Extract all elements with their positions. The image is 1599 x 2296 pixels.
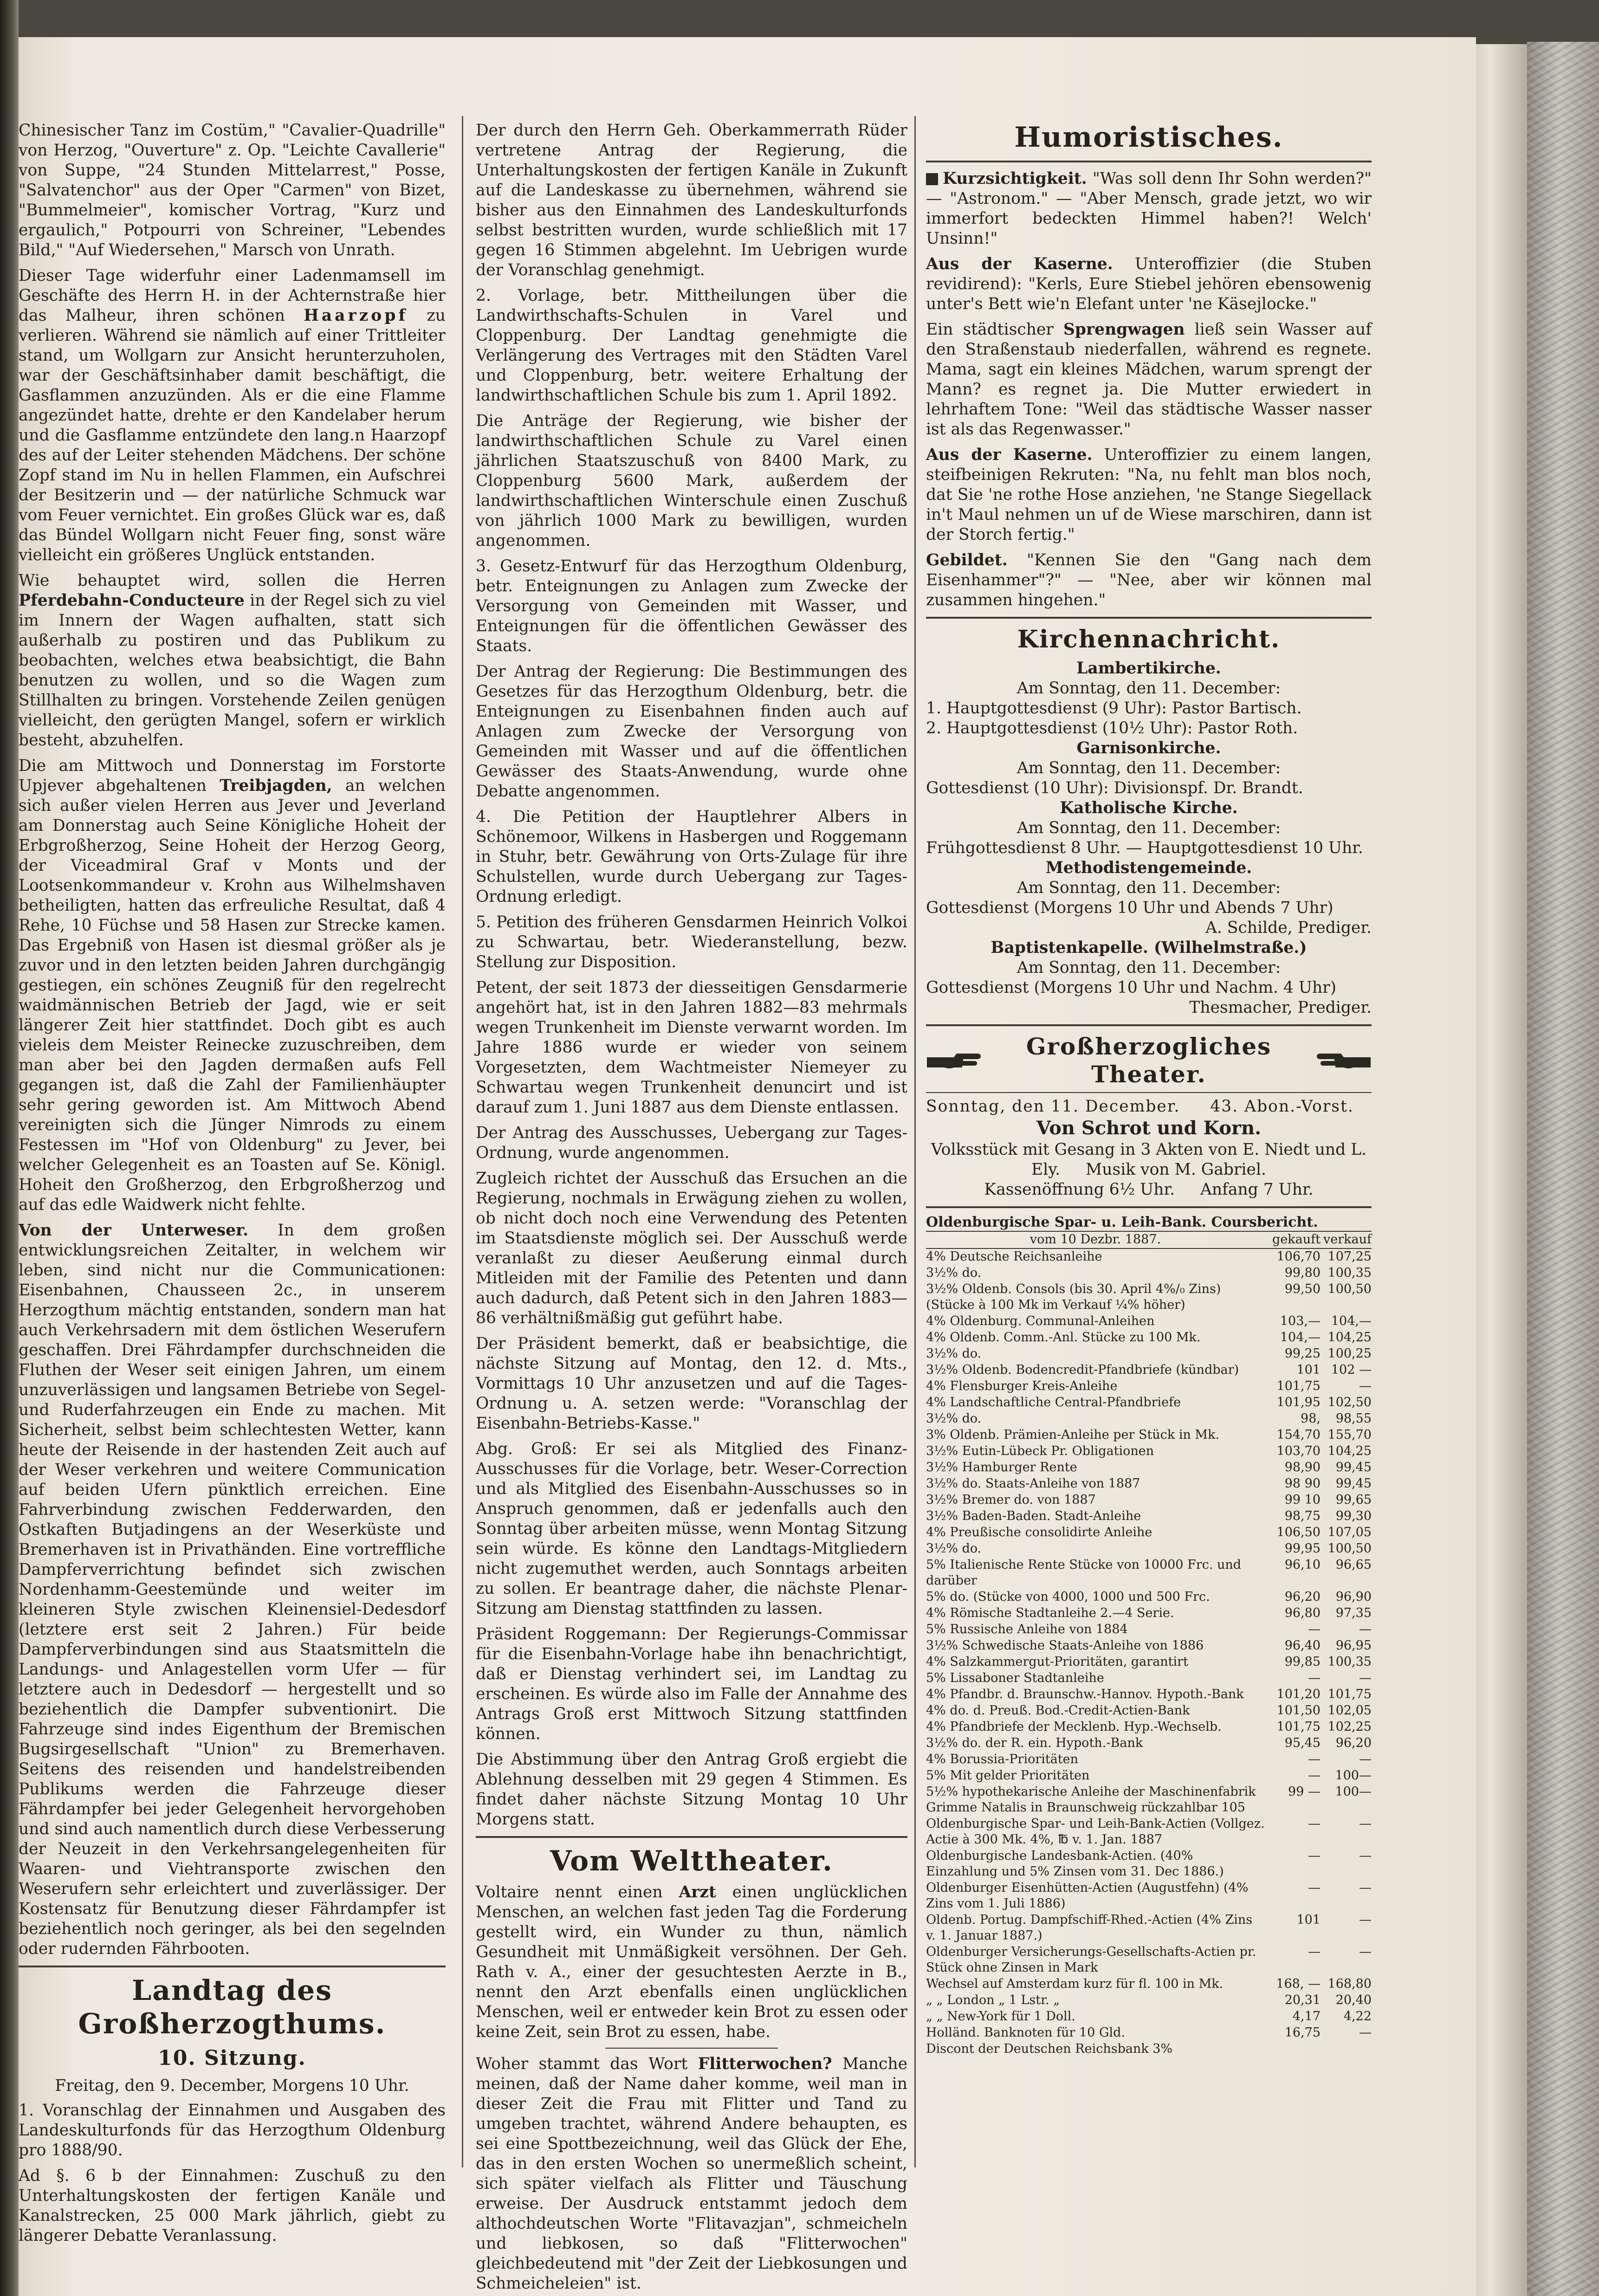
price-sold: 20,40	[1335, 1993, 1372, 2007]
security-name: 5% do. (Stücke von 4000, 1000 und 500 Frc.	[926, 1590, 1210, 1604]
section-divider	[926, 1206, 1372, 1208]
price-bought: 98,75	[1284, 1509, 1321, 1523]
theater-heading-row	[926, 1033, 1372, 1088]
table-row	[926, 1735, 1372, 1752]
table-row	[926, 1362, 1372, 1378]
table-row	[926, 1411, 1372, 1427]
table-row	[926, 1492, 1372, 1508]
security-name: 3½% do.	[926, 1411, 982, 1426]
text: "Kennen Sie den "Gang nach dem Eisenhammer"?" — "Nee, aber wir können mal zusammen hingehen."	[926, 551, 1372, 609]
price-bought: 98,90	[1284, 1460, 1321, 1475]
section-divider	[926, 617, 1372, 619]
text: Voltaire nennt einen	[476, 1883, 679, 1901]
table-row	[926, 2041, 1372, 2057]
price-bought: 96,20	[1284, 1590, 1321, 1604]
price-bought: —	[1308, 1945, 1321, 1959]
price-bought: 106,70	[1276, 1249, 1321, 1264]
paragraph: Der Antrag der Regierung: Die Bestimmungen des Gesetzes für das Herzogthum Oldenburg, betr. die Enteignungen zu Eisenbahnen finden auch auf Anlagen zum Zwecke der Versorgung von Gemeinden mit Wasser und auf die öffentlichen Gewässer des Staats-Anwendung, wurde ohne Debatte angenommen.	[476, 662, 907, 801]
marbled-cover	[1527, 42, 1599, 2296]
price-sold: 99,45	[1335, 1476, 1372, 1491]
church-notice-right: A. Schilde, Prediger.	[1205, 918, 1372, 937]
table-row	[926, 1589, 1372, 1605]
table-row	[926, 1427, 1372, 1443]
paragraph: Der durch den Herrn Geh. Oberkammerrath Rüder vertretene Antrag der Regierung, die Unterhaltungskosten der fertigen Kanäle in Zukunft auf die Landeskasse zu übernehmen, während sie bisher aus den Einnahmen des Landeskulturfonds selbst bestritten wurden, wurde schließlich mit 17 gegen 16 Stimmen abgelehnt. Im Uebrigen wurde der Voranschlag genehmigt.	[476, 121, 907, 279]
price-bought: 104,—	[1280, 1330, 1321, 1345]
church-notice-center: Am Sonntag, den 11. December:	[1016, 759, 1281, 777]
joke	[926, 169, 1372, 249]
price-sold: —	[1359, 1945, 1372, 1959]
church-notice-line: Gottesdienst (10 Uhr): Divisionspf. Dr. Brandt.	[926, 779, 1303, 797]
church-notice-line: Frühgottesdienst 8 Uhr. — Hauptgottesdienst 10 Uhr.	[926, 839, 1363, 857]
session-date: Freitag, den 9. December, Morgens 10 Uhr.	[55, 2076, 409, 2095]
security-name: 3½% Oldenb. Consols (bis 30. April 4%/₀ Zins) (Stücke à 100 Mk im Verkauf ¼% höher)	[926, 1282, 1221, 1312]
joke	[926, 445, 1372, 545]
price-bought: —	[1308, 1752, 1321, 1766]
security-name: 4% Pfandbriefe der Mecklenb. Hyp.-Wechselb.	[926, 1720, 1222, 1734]
price-sold: —	[1359, 1622, 1372, 1636]
column-header-bought: gekauft	[1265, 1231, 1321, 1248]
price-bought: 96,40	[1284, 1638, 1321, 1653]
joke	[926, 550, 1372, 610]
column-rule-2	[914, 116, 916, 2167]
security-name: 3½% do. Staats-Anleihe von 1887	[926, 1476, 1140, 1491]
price-sold: 104,—	[1331, 1314, 1372, 1328]
security-name: Oldenburger Eisenhütten-Actien (Augustfehn) (4% Zins vom 1. Juli 1886)	[926, 1881, 1249, 1911]
table-row	[926, 1346, 1372, 1362]
security-name: 4% Römische Stadtanleihe 2.—4 Serie.	[926, 1606, 1174, 1620]
church-notice-head: Katholische Kirche.	[1060, 799, 1238, 817]
price-bought: —	[1308, 1849, 1321, 1863]
keyword: Arzt	[679, 1883, 716, 1901]
text: Die am Mittwoch und Donnerstag im Forstorte Upjever abgehaltenen	[19, 757, 446, 795]
keyword: Haarzopf	[304, 306, 408, 325]
price-bought: 95,45	[1284, 1736, 1321, 1750]
church-notice-right: Thesmacher, Prediger.	[1189, 998, 1372, 1017]
security-name: 4% do. d. Preuß. Bod.-Credit-Actien-Bank	[926, 1703, 1190, 1718]
price-sold: 99,65	[1335, 1493, 1372, 1507]
security-name: 4% Oldenb. Comm.-Anl. Stücke zu 100 Mk.	[926, 1330, 1201, 1345]
column-header-sold: verkauf	[1321, 1231, 1372, 1248]
church-notice-line: Gottesdienst (Morgens 10 Uhr und Abends 7 Uhr)	[926, 899, 1334, 917]
price-bought: 168, —	[1276, 1977, 1321, 1991]
column-left	[19, 121, 446, 2251]
text: Dieser Tage widerfuhr einer Ladenmamsell im Geschäfte des Herrn H. in der Achternstraße hier das Malheur, ihren schönen	[19, 266, 446, 325]
security-name: 3½% do.	[926, 1266, 982, 1280]
price-sold: 102,05	[1327, 1703, 1372, 1718]
security-name: 5% Russische Anleihe von 1884	[926, 1622, 1128, 1636]
text: einen unglücklichen Menschen, an welchen fast jeden Tag die Forderung gestellt wird, ein Wunder zu thun, nämlich Gesundheit mit Unmäßigkeit versöhnen. Der Geh. Rath v. A., einer der gesuchtesten Aerzte in B., nennt den Arzt ebenfalls einen unglücklichen Menschen, weil er entweder kein Brot zu essen oder keine Zeit, sein Brot zu essen, habe.	[476, 1883, 907, 2041]
binding-left-edge	[0, 0, 19, 2296]
pointing-hand-left-icon	[1316, 1051, 1372, 1070]
text: Unteroffizier zu einem langen, steifbeinigen Rekruten: "Na, nu fehlt man blos noch, dat Sie 'ne rothe Hose anziehen, 'ne Stange Siegellack in't Maul nehmen un uf de Wiese marschiren, dann ist der Storch fertig."	[926, 446, 1372, 544]
church-notice-head: Baptistenkapelle. (Wilhelmstraße.)	[990, 938, 1307, 957]
price-sold: —	[1359, 1752, 1372, 1766]
price-bought: 96,80	[1284, 1606, 1321, 1620]
price-sold: —	[1359, 1881, 1372, 1895]
price-sold: 100,25	[1327, 1346, 1372, 1361]
paragraph: Zugleich richtet der Ausschuß das Ersuchen an die Regierung, nochmals in Erwägung ziehen zu wollen, ob nicht doch noch eine Verwendung des Petenten im Staatsdienste möglich sei. Der Ausschuß werde veranlaßt zu dieser Aeußerung einmal durch Mitleiden mit der Familie des Petenten und dann auch dadurch, daß Petent sich in den Jahren 1883—86 verhältnißmäßig gut geführt habe.	[476, 1169, 907, 1327]
price-sold: —	[1359, 1671, 1372, 1685]
church-notice-center: Am Sonntag, den 11. December:	[1016, 879, 1281, 897]
table-row	[926, 1378, 1372, 1395]
course-report-table	[926, 1215, 1372, 2057]
table-subheader-row	[926, 1231, 1372, 1248]
paragraph	[19, 1221, 446, 1959]
table-row	[926, 1703, 1372, 1719]
price-bought: 101,75	[1276, 1379, 1321, 1393]
price-bought: —	[1308, 1881, 1321, 1895]
price-bought: —	[1308, 1817, 1321, 1831]
table-row	[926, 1476, 1372, 1492]
church-notice-line: 2. Hauptgottesdienst (10½ Uhr): Pastor Roth.	[926, 719, 1298, 737]
text: Wie behauptet wird, sollen die Herren	[19, 571, 446, 590]
security-name: 3½% Hamburger Rente	[926, 1460, 1077, 1475]
paragraph: Ad §. 6 b der Einnahmen: Zuschuß zu den Unterhaltungskosten der fertigen Kanäle und Kanalstrecken, 25 000 Mark jährlich, giebt zu längerer Debatte Veranlassung.	[19, 2167, 446, 2245]
security-name: 5% Lissaboner Stadtanleihe	[926, 1671, 1104, 1685]
session-heading: 10. Sitzung.	[158, 2046, 306, 2070]
church-notice-center: Am Sonntag, den 11. December:	[1016, 958, 1281, 977]
joke-title: Gebildet.	[926, 551, 1008, 569]
security-name: Oldenburgische Landesbank-Actien. (40% Einzahlung und 5% Zinsen vom 31. Dec 1886.)	[926, 1849, 1224, 1879]
price-bought: 101,75	[1276, 1720, 1321, 1734]
pointing-hand-right-icon	[926, 1051, 982, 1070]
price-sold: 97,35	[1335, 1606, 1372, 1620]
price-sold: 4,22	[1343, 2009, 1372, 2024]
table-row	[926, 1654, 1372, 1670]
table-row	[926, 1281, 1372, 1313]
security-name: Wechsel auf Amsterdam kurz für fl. 100 in Mk.	[926, 1977, 1224, 1991]
price-sold	[1321, 2041, 1372, 2057]
paragraph	[476, 1882, 907, 2042]
price-bought	[1265, 2041, 1321, 2057]
price-bought: 101	[1296, 1363, 1321, 1377]
price-sold: 104,25	[1327, 1330, 1372, 1345]
security-name: Oldenburger Versicherungs-Gesellschafts-Actien pr. Stück ohne Zinsen in Mark	[926, 1945, 1256, 1975]
theater-play-title: Von Schrot und Korn.	[1036, 1117, 1262, 1139]
price-bought: 99,50	[1284, 1282, 1321, 1296]
keyword: Sprengwagen	[1063, 320, 1185, 339]
table-row	[926, 1525, 1372, 1541]
paragraph	[476, 2054, 907, 2294]
section-divider	[926, 1024, 1372, 1026]
church-notice-head: Garnisonkirche.	[1076, 739, 1221, 757]
text: Manche meinen, daß der Name daher komme, weil man in dieser Zeit die Frau mit Flitter und Tand zu umgeben trachtet, während Andere behaupten, es sei eine Spottbezeichnung, weil das Glück der Ehe, das in den ersten Wochen so unermeßlich scheint, sich später vielfach als Flitter und Täuschung erweise. Der Ausdruck entstammt jedoch dem althochdeutschen Worte "Flitavazjan", schmeicheln und liebkosen, so daß "Flitterwochen" gleichbedeutend mit "der Zeit der Liebkosungen und Schmeicheleien" ist.	[476, 2055, 907, 2293]
church-notice-line: Gottesdienst (Morgens 10 Uhr und Nachm. 4 Uhr)	[926, 978, 1337, 997]
newspaper-page	[19, 37, 1476, 2296]
security-name: 4% Salzkammergut-Prioritäten, garantirt	[926, 1655, 1188, 1669]
price-bought: 99,95	[1284, 1541, 1321, 1556]
joke	[926, 320, 1372, 440]
joke-title: Aus der Kaserne.	[926, 255, 1113, 273]
price-sold: —	[1359, 2025, 1372, 2040]
price-bought: 4,17	[1292, 2009, 1321, 2024]
section-divider	[476, 1836, 907, 1838]
price-bought: 154,70	[1276, 1428, 1321, 1442]
church-notice-center: Am Sonntag, den 11. December:	[1016, 679, 1281, 698]
price-bought: 106,50	[1276, 1525, 1321, 1539]
security-name: 4% Flensburger Kreis-Anleihe	[926, 1379, 1118, 1393]
security-name: 4% Oldenburg. Communal-Anleihen	[926, 1314, 1155, 1328]
security-name: Oldenburgische Spar- und Leih-Bank-Actien (Vollgez. Actie à 300 Mk. 4%, ℔ v. 1. Jan. 1887	[926, 1817, 1265, 1847]
report-date: vom 10 Dezbr. 1887.	[926, 1231, 1265, 1248]
paragraph: Petent, der seit 1873 der diesseitigen Gensdarmerie angehört hat, ist in den Jahren 1882—83 mehrmals wegen Trunkenheit im Dienste verwarnt worden. Im Jahre 1886 wurde er wieder von seinem Vorgesetzten, dem Wachtmeister Niemeyer zu Schwartau wegen Trunkenheit denuncirt und ist darauf zum 1. Juni 1887 aus dem Dienste entlassen.	[476, 978, 907, 1117]
price-bought: 99,80	[1284, 1266, 1321, 1280]
price-bought: —	[1308, 1622, 1321, 1636]
section-divider	[19, 1966, 446, 1967]
table-row	[926, 1330, 1372, 1346]
price-sold: —	[1359, 1913, 1372, 1927]
table-row	[926, 1541, 1372, 1557]
table-row	[926, 1687, 1372, 1703]
price-sold: 96,20	[1335, 1736, 1372, 1750]
paragraph: Die Abstimmung über den Antrag Groß ergiebt die Ablehnung desselben mit 29 gegen 4 Stimmen. Es findet daher nächste Sitzung Montag 10 Uhr Morgens statt.	[476, 1750, 907, 1829]
security-name: 3½% do.	[926, 1346, 982, 1361]
table-row	[926, 2009, 1372, 2025]
security-name: 3½% Oldenb. Bodencredit-Pfandbriefe (kündbar)	[926, 1363, 1239, 1377]
price-sold: 155,70	[1327, 1428, 1372, 1442]
table-row	[926, 1816, 1372, 1848]
price-bought: 20,31	[1284, 1993, 1321, 2007]
table-row	[926, 1248, 1372, 1265]
price-sold: 96,90	[1335, 1590, 1372, 1604]
price-bought: 99 10	[1284, 1493, 1321, 1507]
security-name: „ „ New-York für 1 Doll.	[926, 2009, 1075, 2024]
price-sold: 100,35	[1327, 1266, 1372, 1280]
text: zu verlieren. Während sie nämlich auf einer Trittleiter stand, um Wollgarn zur Ansicht herunterzuholen, war der Geschäftsinhaber damit beschäftigt, die Gasflammen anzuzünden. Als er die eine Flamme angezündet hatte, drehte er den Kandelaber herum und die Gasflamme entzündete den lang.n Haarzopf des auf der Leiter stehenden Mädchens. Der schöne Zopf stand im Nu in hellen Flammen, ein Aufschrei der Besitzerin und — der natürliche Schmuck war vom Feuer vernichtet. Ein großes Glück war es, daß das Bündel Wollgarn nicht Feuer fing, sonst wäre vielleicht ein größeres Unglück entstanden.	[19, 306, 446, 564]
security-name: Oldenb. Portug. Dampfschiff-Rhed.-Actien (4% Zins v. 1. Januar 1887.)	[926, 1913, 1253, 1943]
table-title: Oldenburgische Spar- u. Leih-Bank. Coursbericht.	[926, 1215, 1372, 1231]
table-row	[926, 1605, 1372, 1622]
table-row	[926, 1622, 1372, 1638]
security-name: 5% Mit gelder Prioritäten	[926, 1768, 1090, 1783]
price-bought: 101	[1296, 1913, 1321, 1927]
table-row	[926, 1768, 1372, 1784]
theater-times: Kassenöffnung 6½ Uhr. Anfang 7 Uhr.	[984, 1180, 1314, 1199]
price-bought: —	[1308, 1671, 1321, 1685]
price-sold: 96,65	[1335, 1558, 1372, 1572]
text: in der Regel sich zu viel im Innern der Wagen aufhalten, statt sich außerhalb zu postiren und das Publikum zu beobachten, welches etwa beabsichtigt, die Bahn benutzen zu wollen, und so die Wagen zum Stillhalten zu bringen. Vorstehende Zeilen genügen vielleicht, den gerügten Mangel, sofern er wirklich besteht, abzuhelfen.	[19, 591, 446, 750]
welttheater-heading: Vom Welttheater.	[550, 1845, 833, 1877]
square-bullet-icon	[926, 173, 938, 185]
security-name: 4% Pfandbr. d. Braunschw.-Hannov. Hypoth.-Bank	[926, 1687, 1244, 1701]
paragraph: Der Präsident bemerkt, daß er beabsichtige, die nächste Sitzung auf Montag, den 12. d. Mts., Vormittags 10 Uhr anzusetzen und auf die Tages-Ordnung u. A. setzen werde: "Voranschlag der Eisenbahn-Betriebs-Kasse."	[476, 1334, 907, 1433]
table-row	[926, 1265, 1372, 1281]
price-sold: 98,55	[1335, 1411, 1372, 1426]
table-row	[926, 1313, 1372, 1330]
table-row	[926, 2025, 1372, 2041]
price-sold: 168,80	[1327, 1977, 1372, 1991]
text: Unteroffizier (die Stuben revidirend): "Kerls, Eure Stiebel jehören ebensowenig unter's Bett wie'n Elefant unter 'ne Käsejlocke."	[926, 255, 1372, 313]
price-bought: —	[1308, 1768, 1321, 1783]
section-divider	[926, 161, 1372, 162]
text: an welchen sich außer vielen Herren aus Jever und Jeverland am Donnerstag auch Seine Königliche Hoheit der Erbgroßherzog, Seine Hoheit der Herzog Georg, der Viceadmiral Graf v Monts und der Lootsenkommandeur v. Krohn aus Wilhelmshaven betheiligten, hatten das erfreuliche Resultat, daß 4 Rehe, 10 Füchse und 58 Hasen zur Strecke kamen. Das Ergebniß von Hasen ist diesmal größer als je zuvor und in den letzten beiden Jahren durchgängig gestiegen, ein schönes Zeugniß für den regelrecht waidmännischen Betrieb der Jagd, wie er seit längerer Zeit hier stattfindet. Doch gibt es auch vieleis dem Meister Reinecke zuzuschreiben, dem man aber bei den Jagden dermaßen aufs Fell gegangen ist, daß die Zahl der Familienhäupter sehr gering geworden ist. Am Mittwoch Abend vereinigten sich die Jünger Nimrods zu einem Festessen im "Hof von Oldenburg" zu Jever, bei welcher Gelegenheit es an Toasten auf Se. Königl. Hoheit den Großherzog, den Erbgroßherzog und auf das edle Waidwerk nicht fehlte.	[19, 776, 446, 1214]
joke	[926, 254, 1372, 314]
paragraph: 3. Gesetz-Entwurf für das Herzogthum Oldenburg, betr. Enteignungen zu Anlagen zum Zwecke der Versorgung von Gemeinden mit Wasser, und Enteignungen für die öffentlichen Gewässer des Staats.	[476, 557, 907, 655]
section-lead: Von der Unterweser.	[19, 1221, 249, 1240]
price-sold: —	[1359, 1849, 1372, 1863]
paragraph	[19, 756, 446, 1215]
price-sold: 99,30	[1335, 1509, 1372, 1523]
table-row	[926, 1638, 1372, 1654]
price-bought: 96,10	[1284, 1558, 1321, 1572]
joke-title: Kurzsichtigkeit.	[943, 169, 1087, 188]
price-sold: 100—	[1335, 1768, 1372, 1783]
table-row	[926, 1443, 1372, 1460]
church-notice-head: Methodistengemeinde.	[1045, 859, 1252, 877]
theater-play-info: Volksstück mit Gesang in 3 Akten von E. Niedt und L. Ely. Musik von M. Gabriel.	[931, 1140, 1372, 1179]
table-row	[926, 1395, 1372, 1411]
security-name: 3½% do.	[926, 1541, 982, 1556]
paragraph: Präsident Roggemann: Der Regierungs-Commissar für die Eisenbahn-Vorlage habe ihn benachrichtigt, daß er Dienstag verhindert sei, im Landtag zu erscheinen. Es würde also im Falle der Annahme des Antrags Groß erst Mittwoch Sitzung stattfinden können.	[476, 1625, 907, 1743]
price-bought: 98 90	[1284, 1476, 1321, 1491]
table-row	[926, 1508, 1372, 1525]
text: ließ sein Wasser auf den Straßenstaub niederfallen, während es regnete. Mama, sagt ein kleines Mädchen, warum sprengt der Mann? es regnet ja. Die Mutter erwiedert in lehrhaftem Tone: "Weil das städtische Wasser nasser ist als das Regenwasser."	[926, 320, 1372, 439]
price-sold: 107,05	[1327, 1525, 1372, 1539]
paragraph	[19, 571, 446, 750]
price-sold: 104,25	[1327, 1444, 1372, 1458]
price-bought: 101,95	[1276, 1395, 1321, 1410]
table-row	[926, 1944, 1372, 1976]
keyword: Flitterwochen?	[698, 2055, 832, 2073]
price-sold: 101,75	[1327, 1687, 1372, 1701]
price-sold: 100,50	[1327, 1282, 1372, 1296]
theater-date: Sonntag, den 11. December. 43. Abon.-Vorst.	[926, 1097, 1354, 1116]
table-row	[926, 1752, 1372, 1768]
table-row	[926, 1460, 1372, 1476]
text: Ein städtischer	[926, 320, 1064, 339]
security-name: 3½% Eutin-Lübeck Pr. Obligationen	[926, 1444, 1154, 1458]
price-sold: 102,25	[1327, 1720, 1372, 1734]
paragraph: 5. Petition des früheren Gensdarmen Heinrich Volkoi zu Schwartau, betr. Wiederanstellung, bezw. Stellung zur Disposition.	[476, 913, 907, 971]
price-bought: 98,	[1301, 1411, 1321, 1426]
humor-heading: Humoristisches.	[1014, 121, 1283, 154]
table-row	[926, 1848, 1372, 1880]
security-name: 4% Preußische consolidirte Anleihe	[926, 1525, 1152, 1539]
price-bought: 99,85	[1284, 1655, 1321, 1669]
price-sold: 100—	[1335, 1785, 1372, 1799]
security-name: 4% Deutsche Reichsanleihe	[926, 1249, 1102, 1264]
column-rule-1	[462, 116, 463, 2167]
security-name: 3½% do. der R. ein. Hypoth.-Bank	[926, 1736, 1143, 1750]
paragraph	[19, 266, 446, 565]
paragraph: Der Antrag des Ausschusses, Uebergang zur Tages-Ordnung, wurde angenommen.	[476, 1124, 907, 1162]
security-name: Holländ. Banknoten für 10 Gld.	[926, 2025, 1126, 2040]
table-row	[926, 1912, 1372, 1944]
security-name: „ „ London „ 1 Lstr. „	[926, 1993, 1060, 2007]
table-row	[926, 1784, 1372, 1816]
landtag-heading: Landtag des Großherzogthums.	[78, 1974, 386, 2040]
church-heading: Kirchennachricht.	[1017, 625, 1281, 653]
price-sold: 102 —	[1331, 1363, 1372, 1377]
column-right	[926, 121, 1372, 2057]
price-bought: 99 —	[1288, 1785, 1321, 1799]
text: Woher stammt das Wort	[476, 2055, 698, 2073]
church-notice-line: 1. Hauptgottesdienst (9 Uhr): Pastor Bartisch.	[926, 699, 1302, 718]
table-row	[926, 1557, 1372, 1589]
divider	[926, 1092, 1372, 1093]
keyword: Treibjagden,	[220, 776, 332, 795]
price-sold: 96,95	[1335, 1638, 1372, 1653]
paragraph: 2. Vorlage, betr. Mittheilungen über die Landwirthschafts-Schulen in Varel und Cloppenburg. Der Landtag genehmigte die Verlängerung des Vertrages mit den Städten Varel und Cloppenburg, betr. weitere Erhaltung der landwirthschaftlichen Schule bis zum 1. April 1892.	[476, 286, 907, 405]
table-header-row	[926, 1215, 1372, 1231]
price-sold: 99,45	[1335, 1460, 1372, 1475]
column-middle	[476, 121, 907, 2296]
table-row	[926, 1880, 1372, 1912]
security-name: 3% Oldenb. Prämien-Anleihe per Stück in Mk.	[926, 1428, 1220, 1442]
joke-title: Aus der Kaserne.	[926, 446, 1093, 464]
price-sold: 102,50	[1327, 1395, 1372, 1410]
church-notices	[926, 659, 1372, 1018]
table-row	[926, 1992, 1372, 2009]
paragraph: 4. Die Petition der Hauptlehrer Albers in Schönemoor, Wilkens in Hasbergen und Roggemann in Stuhr, betr. Gewährung von Orts-Zulage für ihre Schulstellen, wurde durch Uebergang zur Tages-Ordnung erledigt.	[476, 808, 907, 906]
price-sold: 100,35	[1327, 1655, 1372, 1669]
paragraph: Abg. Groß: Er sei als Mitglied des Finanz-Ausschusses für die Vorlage, betr. Weser-Correction und als Mitglied des Eisenbahn-Ausschusses so in Anspruch genommen, daß er jedenfalls auch den Sonntag über arbeiten müsse, wenn Montag Sitzung sein würde. Es könne den Landtags-Mitgliedern nicht zugemuthet werden, auch Sonntags arbeiten zu sollen. Er beantrage daher, die nächste Plenar-Sitzung am Dienstag stattfinden zu lassen.	[476, 1440, 907, 1618]
paragraph: 1. Voranschlag der Einnahmen und Ausgaben des Landeskulturfonds für das Herzogthum Oldenburg pro 1888/90.	[19, 2101, 446, 2160]
security-name: 5% Italienische Rente Stücke von 10000 Frc. und darüber	[926, 1558, 1242, 1588]
text: "Was soll denn Ihr Sohn werden?" — "Astronom." — "Aber Mensch, grade jetzt, wo wir immerfort bedeckten Himmel haben?! Welch' Unsinn!"	[926, 169, 1372, 248]
security-name: 3½% Baden-Baden. Stadt-Anleihe	[926, 1509, 1141, 1523]
keyword: Pferdebahn-Conducteure	[19, 591, 245, 610]
security-name: 3½% Bremer do. von 1887	[926, 1493, 1096, 1507]
price-bought: 99,25	[1284, 1346, 1321, 1361]
price-sold: 107,25	[1327, 1249, 1372, 1264]
theater-heading: Großherzogliches Theater.	[1026, 1033, 1272, 1088]
price-sold: —	[1359, 1379, 1372, 1393]
security-name: 4% Borussia-Prioritäten	[926, 1752, 1079, 1766]
short-divider	[605, 2048, 778, 2049]
paragraph: Chinesischer Tanz im Costüm," "Cavalier-Quadrille" von Herzog, "Ouverture" z. Op. "Leichte Cavallerie" von Suppe, "24 Stunden Mittelarrest," Posse, "Salvatenchor" aus der Oper "Carmen" von Bizet, "Bummelmeier", komischer Vortrag, "Kurz und ergaulich," Potpourri von Schreiner, "Lebendes Bild," "Auf Wiedersehen," Marsch von Unrath.	[19, 121, 446, 259]
price-bought: 101,20	[1276, 1687, 1321, 1701]
security-name: 5½% hypothekarische Anleihe der Maschinenfabrik Grimme Natalis in Braunschweig rückzahlbar 105	[926, 1785, 1256, 1815]
price-bought: 101,50	[1276, 1703, 1321, 1718]
security-name: Discont der Deutschen Reichsbank 3%	[926, 2042, 1173, 2056]
table-row	[926, 1976, 1372, 1992]
price-bought: 103,—	[1280, 1314, 1321, 1328]
security-name: 3½% Schwedische Staats-Anleihe von 1886	[926, 1638, 1204, 1653]
church-notice-head: Lambertikirche.	[1076, 659, 1221, 678]
price-bought: 103,70	[1276, 1444, 1321, 1458]
table-row	[926, 1670, 1372, 1687]
text: In dem großen entwicklungsreichen Zeitalter, in welchem wir leben, sind nicht nur die Communicationen: Eisenbahnen, Chausseen 2c., in unserem Herzogthum mächtig entstanden, sondern man hat auch Verkehrsadern mit dem östlichen Weserufern geschaffen. Drei Fährdampfer durchschneiden die Fluthen der Weser seit einigen Jahren, um einem unzuverlässigen und langsamen Betriebe von Segel- und Ruderfahrzeugen ein Ende zu machen. Mit Sicherheit, selbst beim schlechtesten Wetter, kann heute der Reisende in der hastenden Zeit auch auf der Weser verkehren und weitere Communication auf beiden Ufern pünktlich erreichen. Eine Fahrverbindung zwischen Fedderwarden, den Ostkaften Butjadingens an der Weserküste und Bremerhaven ist in Privathänden. Eine vortreffliche Dampferverrichtung befindet sich zwischen Nordenhamm-Geestemünde und weiter im kleineren Style zwischen Kleinensiel-Dedesdorf (letztere erst seit 2 Jahren.) Für beide Dampferverbindungen sind aus Staatsmitteln die Landungs- und Anlagestellen vorm Ufer — für letztere auch in Dedesdorf — hergestellt und so beziehentlich die Dampfer subventionirt. Die Fahrzeuge sind indes Eigenthum der Bremischen Bugsirgesellschaft "Union" zu Bremerhaven. Seitens des reisenden und handelstreibenden Publikums werden die Fahrzeuge dieser Fährdampfer bei jeder Gelegenheit hervorgehoben und sind auch namentlich durch diese Verbesserung der Neuzeit in den Verkehrsangelegenheiten für Waaren- und Viehtransporte zwischen den Weserufern sehr erleichtert und zuverlässiger. Der Kostensatz für Benutzung dieser Fährdampfer ist beziehentlich noch geringer, als bei den segelnden oder rudernden Fährbooten.	[19, 1221, 446, 1958]
table-row	[926, 1719, 1372, 1735]
price-sold: —	[1359, 1817, 1372, 1831]
church-notice-center: Am Sonntag, den 11. December:	[1016, 819, 1281, 837]
paragraph: Die Anträge der Regierung, wie bisher der landwirthschaftlichen Schule zu Varel einen jährlichen Staatszuschuß von 8400 Mark, zu Cloppenburg 5600 Mark, außerdem der landwirthschaftlichen Winterschule einen Zuschuß von jährlich 1000 Mark zu bewilligen, wurden angenommen.	[476, 412, 907, 550]
security-name: 4% Landschaftliche Central-Pfandbriefe	[926, 1395, 1181, 1410]
price-bought: 16,75	[1284, 2025, 1321, 2040]
price-sold: 100,50	[1327, 1541, 1372, 1556]
